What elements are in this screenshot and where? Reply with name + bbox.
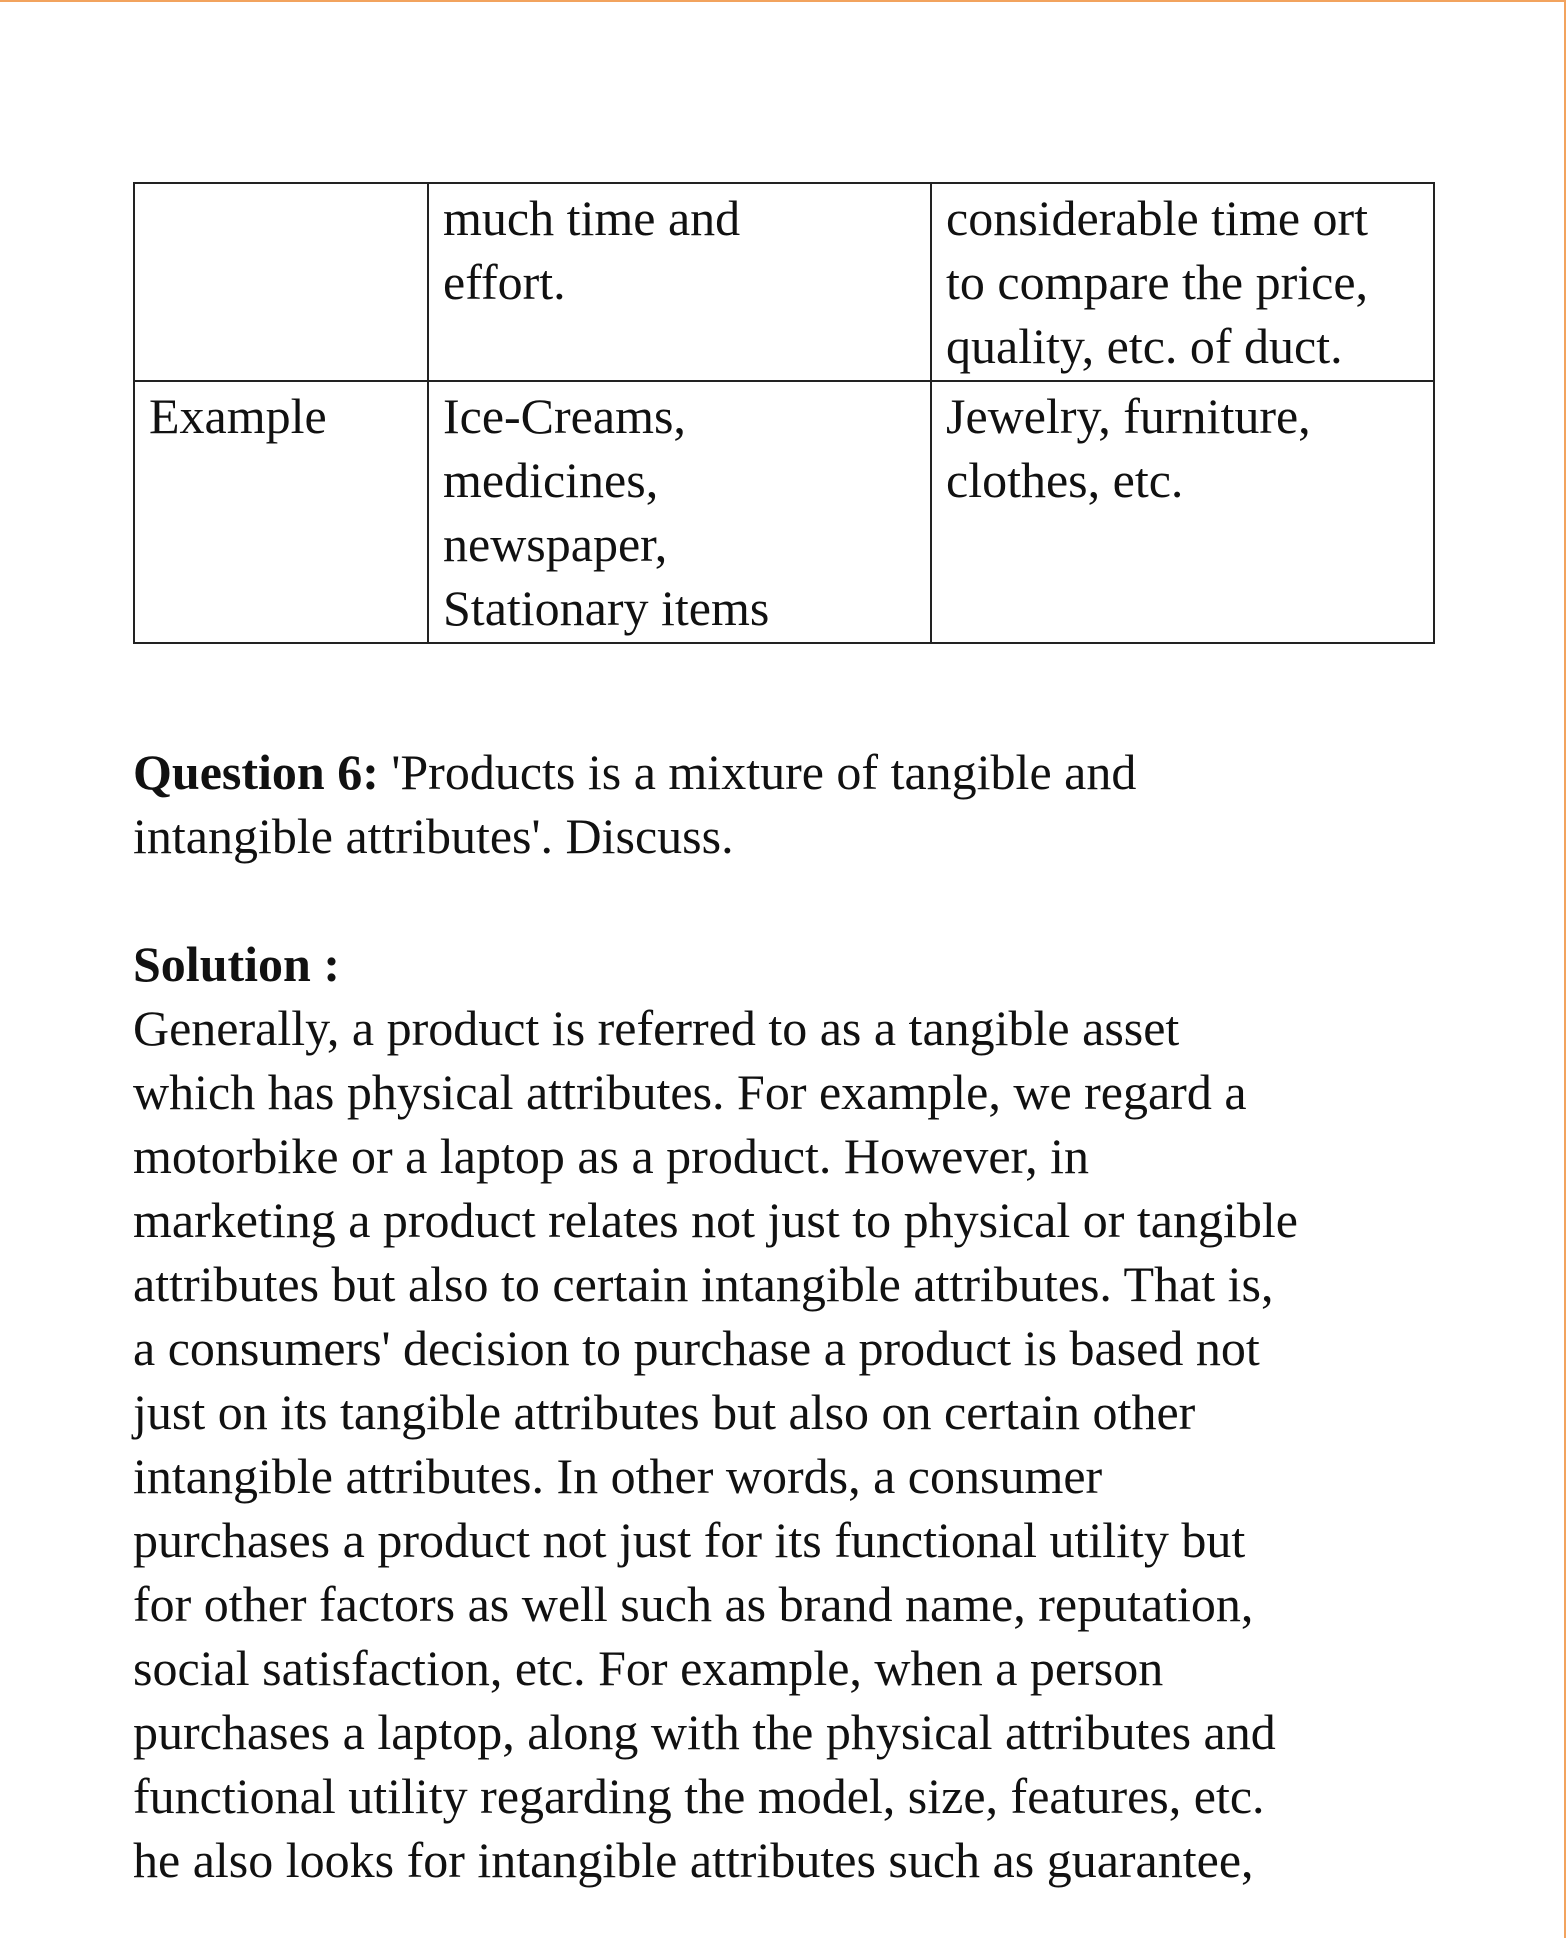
question-line-1 [133, 740, 1433, 804]
cell-line: much time and [443, 190, 741, 246]
paragraph-line: just on its tangible attributes but also on certain other [133, 1384, 1196, 1440]
table-cell-basis [134, 381, 428, 643]
paragraph-line: purchases a product not just for its functional utility but [133, 1512, 1246, 1568]
cell-line: quality, etc. of duct. [946, 318, 1343, 374]
paragraph-line: which has physical attributes. For example, we regard a [133, 1064, 1247, 1120]
question-text: 'Products is a mixture of tangible and [378, 744, 1137, 800]
paragraph-line: Generally, a product is referred to as a tangible asset [133, 1000, 1180, 1056]
table-cell-convenience [428, 381, 931, 643]
cell-line: Ice-Creams, [443, 388, 686, 444]
paragraph-line: for other factors as well such as brand name, reputation, [133, 1576, 1254, 1632]
table-cell-shopping [931, 183, 1434, 381]
cell-line: considerable time ort [946, 190, 1369, 246]
document-content [133, 182, 1433, 1892]
paragraph-line: a consumers' decision to purchase a product is based not [133, 1320, 1260, 1376]
table-row [134, 381, 1434, 643]
paragraph-line: he also looks for intangible attributes such as guarantee, [133, 1832, 1254, 1888]
paragraph-line: motorbike or a laptop as a product. However, in [133, 1128, 1090, 1184]
paragraph-line: functional utility regarding the model, size, features, etc. [133, 1768, 1265, 1824]
cell-line: Stationary items [443, 580, 770, 636]
paragraph-line: intangible attributes. In other words, a consumer [133, 1448, 1103, 1504]
solution-heading: Solution : [133, 936, 341, 992]
cell-line: newspaper, [443, 516, 668, 572]
table-row [134, 183, 1434, 381]
cell-line: clothes, etc. [946, 452, 1184, 508]
question-block [133, 740, 1433, 868]
cell-line: Jewelry, furniture, [946, 388, 1311, 444]
cell-line: to compare the price, [946, 254, 1369, 310]
cell-line: effort. [443, 254, 566, 310]
paragraph-line: purchases a laptop, along with the physical attributes and [133, 1704, 1276, 1760]
table-cell-basis [134, 183, 428, 381]
question-line-2: intangible attributes'. Discuss. [133, 808, 734, 864]
solution-paragraph [133, 996, 1433, 1892]
comparison-table [133, 182, 1435, 644]
cell-line: Example [149, 388, 327, 444]
paragraph-line: social satisfaction, etc. For example, when a person [133, 1640, 1164, 1696]
question-label: Question 6: [133, 744, 379, 800]
table-cell-convenience [428, 183, 931, 381]
paragraph-line: marketing a product relates not just to physical or tangible [133, 1192, 1298, 1248]
cell-line: medicines, [443, 452, 659, 508]
table-cell-shopping [931, 381, 1434, 643]
paragraph-line: attributes but also to certain intangible attributes. That is, [133, 1256, 1274, 1312]
